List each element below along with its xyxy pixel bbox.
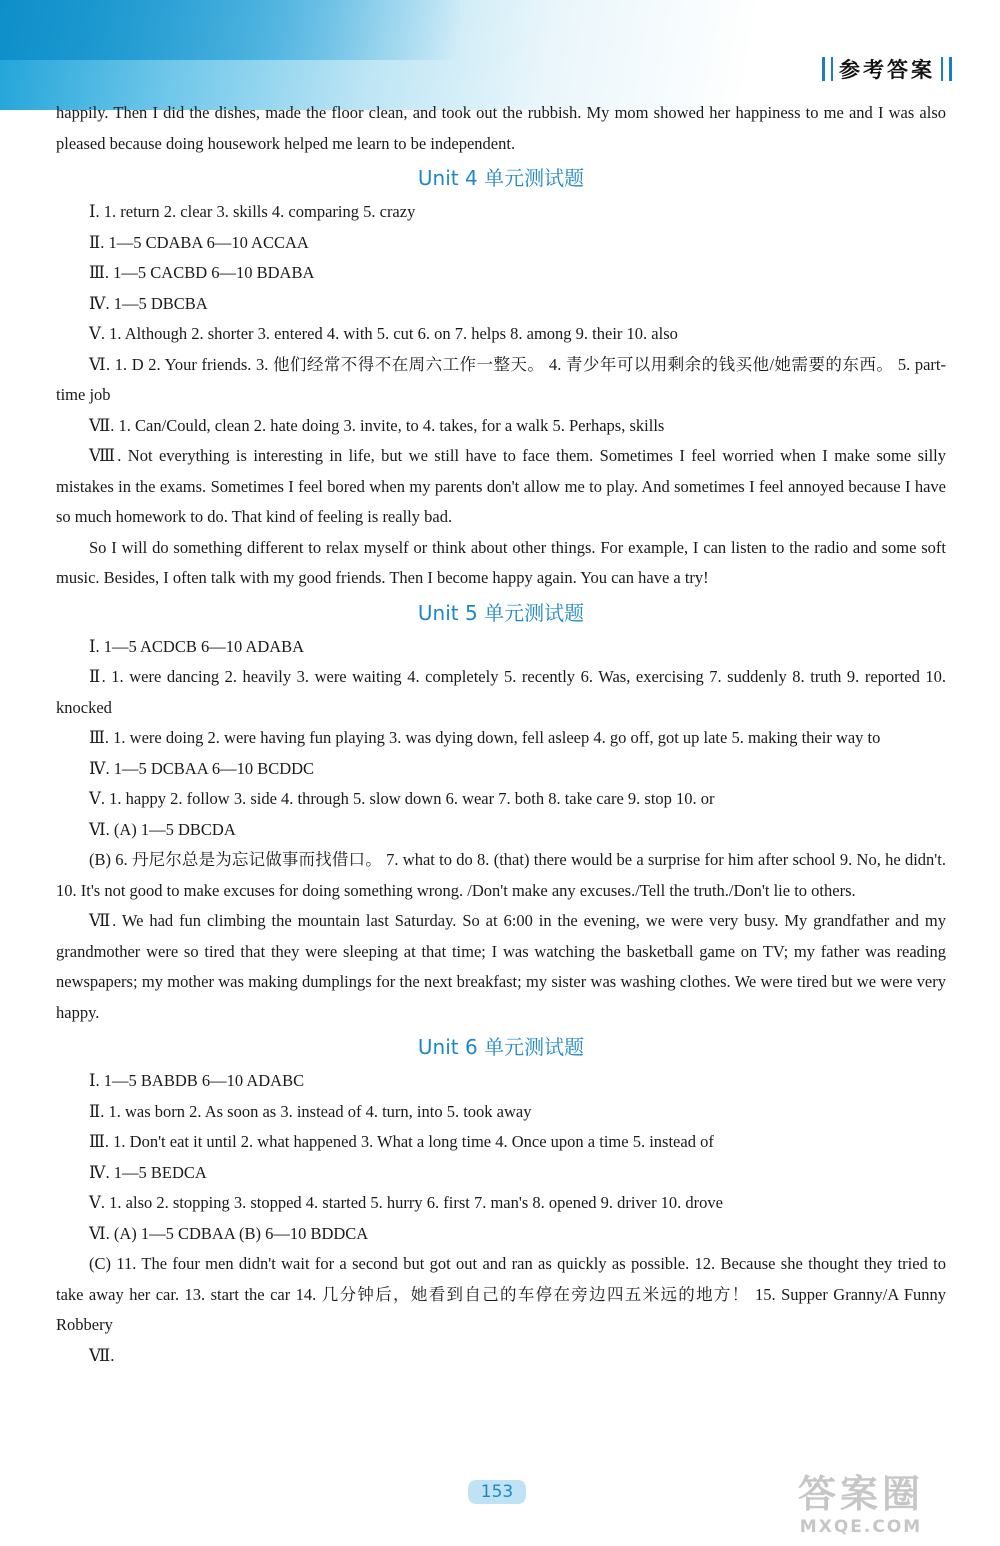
label-bar-right-thin: [941, 57, 943, 81]
watermark-logo: 答案圈: [797, 1472, 924, 1516]
unit5-section-5: Ⅴ. 1. happy 2. follow 3. side 4. through 5. slow down 6. wear 7. both 8. take care 9. stop 10. or: [89, 789, 715, 808]
unit6-section-2: Ⅱ. 1. was born 2. As soon as 3. instead of 4. turn, into 5. took away: [89, 1101, 532, 1121]
section-label-text: 参考答案: [839, 58, 935, 82]
site-watermark: [746, 1472, 976, 1542]
intro-paragraph: happily. Then I did the dishes, made the floor clean, and took out the rubbish. My mom showed her happiness to me and I was also pleased because doing housework helped me learn to be independent.: [56, 103, 946, 153]
unit6-section-6ab: Ⅵ. (A) 1—5 CDBAA (B) 6—10 BDDCA: [89, 1223, 369, 1243]
unit5-section-1: Ⅰ. 1—5 ACDCB 6—10 ADABA: [89, 636, 305, 656]
unit6-section-3: Ⅲ. 1. Don't eat it until 2. what happened 3. What a long time 4. Once upon a time 5. instead of: [89, 1132, 714, 1151]
unit4-section-8: Ⅷ. Not everything is interesting in life, but we still have to face them. Sometimes I feel worried when I make some silly mistakes in the exams. Sometimes I feel bored when my parents don't allow me to play. And sometimes I feel annoyed because I have so much homework to do. That kind of feeling is really bad.: [56, 446, 946, 526]
unit6-section-6c: (C) 11. The four men didn't wait for a second but got out and ran as quickly as possible. 12. Because she thought they tried to take away her car. 13. start the car 14. 几分钟后，她看到自己的车停在旁边四五米远的地方！ 15. Supper Granny/A Funny Robbery: [56, 1254, 946, 1334]
label-bar-left-thin: [831, 57, 833, 81]
section-label: [822, 54, 952, 84]
page-number: 153: [468, 1480, 526, 1504]
unit6-section-5: Ⅴ. 1. also 2. stopping 3. stopped 4. started 5. hurry 6. first 7. man's 8. opened 9. driver 10. drove: [89, 1193, 724, 1212]
unit4-section-8-cont: So I will do something different to relax myself or think about other things. For example, I can listen to the radio and some soft music. Besides, I often talk with my good friends. Then I become happy again. You can have a try!: [56, 537, 946, 587]
answer-content: [56, 98, 946, 1371]
unit4-section-6: Ⅵ. 1. D 2. Your friends. 3. 他们经常不得不在周六工作一整天。 4. 青少年可以用剩余的钱买他/她需要的东西。 5. part-time job: [56, 354, 946, 404]
unit4-section-2: Ⅱ. 1—5 CDABA 6—10 ACCAA: [89, 232, 309, 252]
unit4-section-4: Ⅳ. 1—5 DBCBA: [89, 293, 208, 313]
unit4-section-3: Ⅲ. 1—5 CACBD 6—10 BDABA: [89, 263, 315, 282]
unit6-section-4: Ⅳ. 1—5 BEDCA: [89, 1162, 207, 1182]
unit4-heading: Unit 4 单元测试题: [417, 166, 585, 190]
unit5-section-6a: Ⅵ. (A) 1—5 DBCDA: [89, 819, 236, 839]
unit5-section-2: Ⅱ. 1. were dancing 2. heavily 3. were waiting 4. completely 5. recently 6. Was, exercising 7. suddenly 8. truth 9. reported 10. knocked: [56, 667, 946, 717]
unit6-section-1: Ⅰ. 1—5 BABDB 6—10 ADABC: [89, 1071, 305, 1090]
unit5-heading: Unit 5 单元测试题: [417, 600, 585, 625]
unit6-section-7: Ⅶ.: [89, 1345, 115, 1365]
unit4-section-1: Ⅰ. 1. return 2. clear 3. skills 4. comparing 5. crazy: [89, 202, 416, 221]
watermark-url: MXQE.COM: [799, 1517, 923, 1537]
unit5-section-6b: (B) 6. 丹尼尔总是为忘记做事而找借口。 7. what to do 8. (that) there would be a surprise for him after school 9. No, he didn't. 10. It's not good to make excuses for doing something wrong. /Don't make any excuses./Tell the truth./Don't lie to others.: [56, 850, 946, 900]
unit5-section-3: Ⅲ. 1. were doing 2. were having fun playing 3. was dying down, fell asleep 4. go off, got up late 5. making their way to: [89, 728, 881, 747]
unit5-section-4: Ⅳ. 1—5 DCBAA 6—10 BCDDC: [89, 758, 315, 778]
unit5-section-7: Ⅶ. We had fun climbing the mountain last Saturday. So at 6:00 in the evening, we were very busy. My grandfather and my grandmother were so tired that they were sleeping at that time; I was watching the basketball game on TV; my father was reading newspapers; my mother was making dumplings for the next breakfast; my sister was washing clothes. We were tired but we were very happy.: [56, 911, 946, 1022]
unit4-section-5: Ⅴ. 1. Although 2. shorter 3. entered 4. with 5. cut 6. on 7. helps 8. among 9. their 10. also: [89, 324, 678, 343]
label-bar-left: [822, 57, 825, 81]
unit6-heading: Unit 6 单元测试题: [417, 1035, 585, 1059]
unit4-section-7: Ⅶ. 1. Can/Could, clean 2. hate doing 3. invite, to 4. takes, for a walk 5. Perhaps, skills: [89, 415, 665, 435]
label-bar-right: [949, 57, 952, 81]
